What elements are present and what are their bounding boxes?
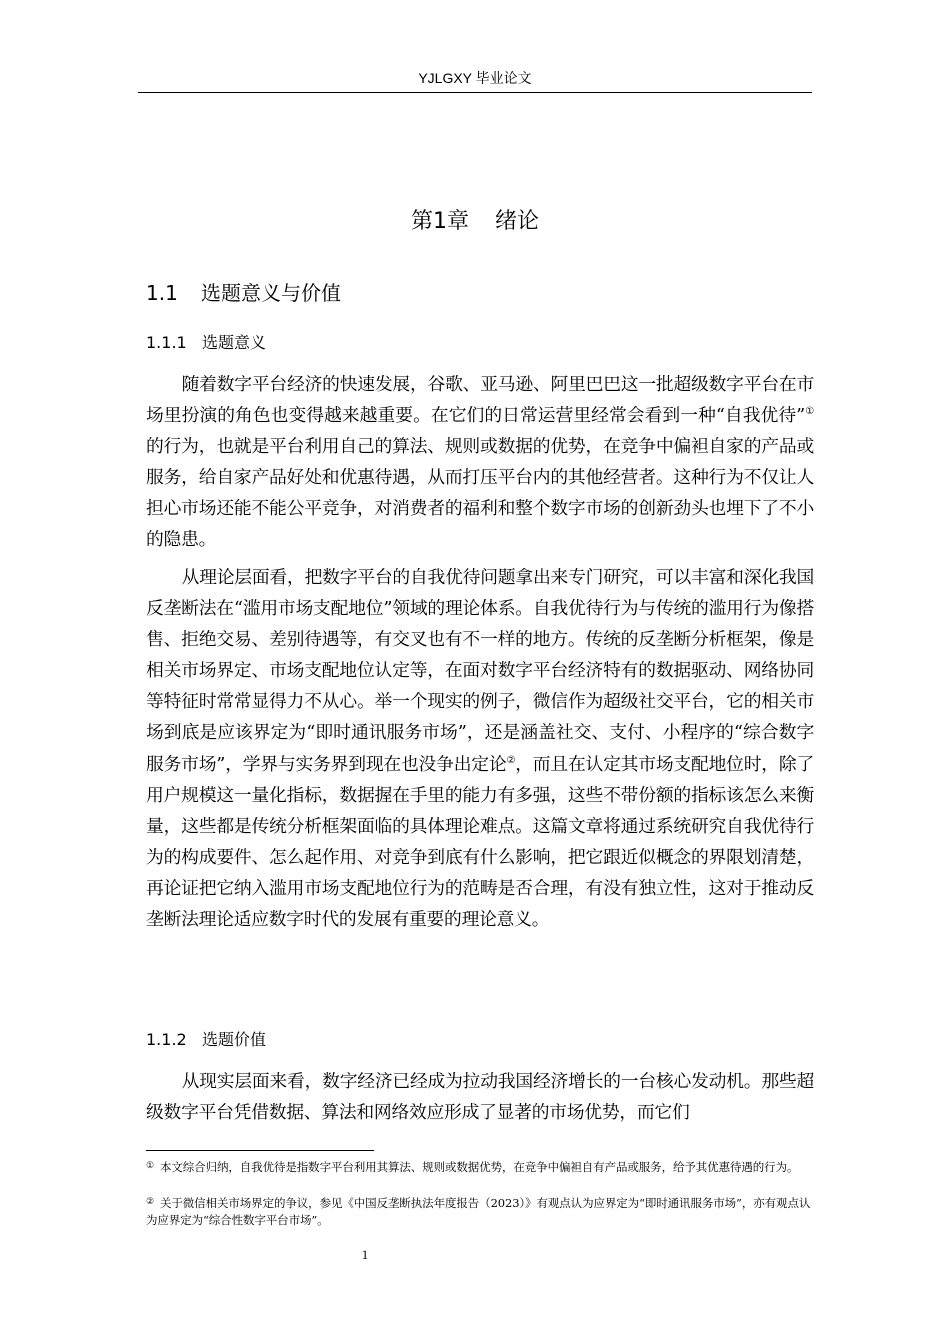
paragraph-3: 从现实层面来看，数字经济已经成为拉动我国经济增长的一台核心发动机。那些超级数字平台凭借数据、算法和网络效应形成了显著的市场优势，而它们 [146,1071,814,1124]
subsection-title: 选题意义 [202,333,267,352]
paragraph-text: 从理论层面看，把数字平台的自我优待问题拿出来专门研究，可以丰富和深化我国反垄断法在“滥用市场支配地位”领域的理论体系。自我优待行为与传统的滥用行为像搭售、拒绝交易、差别待遇等，有交叉也有不一样的地方。传统的反垄断分析框架，像是相关市场界定、市场支配地位认定等，在面对数字平台经济特有的数据驱动、网络协同等特征时常常显得力不从心。举一个现实的例子，微信作为超级社交平台，它的相关市场到底是应该界定为“即时通讯服务市场”，还是涵盖社交、支付、小程序的“综合数字服务市场”，学界与实务界到现在也没争出定论 [146,567,814,775]
footnote-ref-2[interactable]: ② [506,754,516,766]
footnote-mark: ① [146,1161,154,1171]
paragraph-text: ，而且在认定其市场支配地位时，除了用户规模这一量化指标，数据握在手里的能力有多强，这些不带份额的指标该怎么来衡量，这些都是传统分析框架面临的具体理论难点。这篇文章将通过系统研究自我优待行为的构成要件、怎么起作用、对竞争到底有什么影响，把它跟近似概念的界限划清楚，再论证把它纳入滥用市场支配地位行为的范畴是否合理，有没有独立性，这对于推动反垄断法理论适应数字时代的发展有重要的理论意义。 [146,753,814,931]
section-title: 选题意义与价值 [201,281,341,305]
chapter-title [138,202,812,242]
footnote-text: 关于微信相关市场界定的争议，参见《中国反垄断执法年度报告（2023）》有观点认为应界定为“即时通讯服务市场”，亦有观点认为应界定为“综合性数字平台市场”。 [146,1196,811,1227]
paragraph-text: 的行为，也就是平台利用自己的算法、规则或数据的优势，在竞争中偏袒自家的产品或服务，给自家产品好处和优惠待遇，从而打压平台内的其他经营者。这种行为不仅让人担心市场还能不能公平竞争，对消费者的福利和整个数字市场的创新劲头也埋下了不小的隐患。 [146,436,814,551]
page-header: YJLGXY 毕业论文 [418,70,532,86]
section-heading [146,278,341,308]
paragraph-text: 随着数字平台经济的快速发展，谷歌、亚马逊、阿里巴巴这一批超级数字平台在市场里扮演的角色也变得越来越重要。在它们的日常运营里经常会看到一种“自我优待” [146,374,814,427]
chapter-title-text: 绪论 [494,209,539,234]
subsection-title: 选题价值 [202,1030,267,1049]
page-number: 1 [361,1247,369,1262]
subsection-heading-2 [146,1027,266,1053]
footnote-1 [146,1158,814,1176]
chapter-number: 第1章 [410,209,469,234]
footnote-rule [146,1150,374,1151]
header-rule [138,92,812,93]
footnote-2 [146,1194,814,1229]
subsection-number: 1.1.2 [146,1030,187,1049]
footnote-text: 本文综合归纳，自我优待是指数字平台利用其算法、规则或数据优势，在竞争中偏袒自有产品或服务，给予其优惠待遇的行为。 [159,1160,799,1174]
section-number: 1.1 [146,281,178,305]
footnote-mark: ② [146,1197,154,1207]
paragraph-1 [146,369,814,556]
paragraph-2 [146,562,814,935]
subsection-number: 1.1.1 [146,333,187,352]
footnote-ref-1[interactable]: ① [805,406,814,418]
subsection-heading-1 [146,330,266,356]
